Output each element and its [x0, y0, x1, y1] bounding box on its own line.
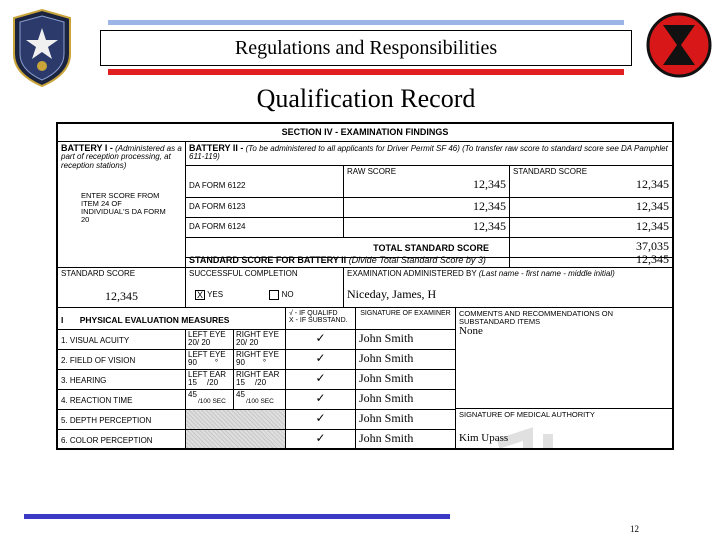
red-accent-bar [108, 69, 624, 75]
slide-title: Regulations and Responsibilities [100, 30, 632, 66]
hearing-left-unit: /20 [206, 378, 219, 388]
field-examiner: John Smith [356, 350, 456, 370]
physical-section-title: PHYSICAL EVALUATION MEASURES [79, 315, 230, 325]
battery2-standard-note: (Divide Total Standard Score by 3) [348, 255, 486, 265]
no-label: NO [281, 290, 294, 300]
standard-score-header: STANDARD SCORE [513, 167, 588, 176]
field-right-label: RIGHT EYE [236, 350, 279, 359]
no-checkbox [269, 290, 279, 300]
color-check: ✓ [286, 430, 356, 450]
reaction-examiner: John Smith [356, 390, 456, 410]
visual-left-value: 20/ 20 [188, 338, 211, 348]
visual-left-label: LEFT EYE [188, 330, 226, 339]
battery1-note: (Administered as a part of reception processing, at reception stations) [61, 144, 182, 170]
color-shaded-area [186, 430, 286, 450]
color-examiner: John Smith [356, 430, 456, 450]
depth-shaded-area [186, 410, 286, 430]
battery2-label: BATTERY II - [189, 143, 244, 153]
legend-substandard: X - IF SUBSTAND. [289, 317, 348, 325]
measure-reaction-time: 4. REACTION TIME [58, 390, 186, 410]
raw-score-header: RAW SCORE [344, 166, 510, 176]
physical-eval-header [58, 308, 286, 330]
top-accent-bar [108, 20, 624, 25]
administered-by-label: EXAMINATION ADMINISTERED BY [347, 269, 477, 278]
yes-checkbox: X [196, 290, 203, 301]
battery2-standard-value: 12,345 [510, 248, 672, 268]
hearing-right-ear [234, 370, 286, 390]
da-form-6122-label: DA FORM 6122 [186, 176, 344, 198]
total-standard-score-label: TOTAL STANDARD SCORE [186, 238, 510, 258]
battery1-label: BATTERY I - [61, 143, 113, 153]
medical-authority-label: SIGNATURE OF MEDICAL AUTHORITY [459, 410, 595, 419]
medical-authority-cell [456, 408, 672, 450]
signature-examiner-header: SIGNATURE OF EXAMINER [356, 308, 456, 330]
depth-examiner: John Smith [356, 410, 456, 430]
da-form-6124-label: DA FORM 6124 [186, 218, 344, 238]
hearing-left-value: 15 [188, 378, 197, 388]
measure-hearing: 3. HEARING [58, 370, 186, 390]
field-left-unit: ° [214, 358, 219, 368]
administered-by-value: Niceday, James, H [347, 287, 437, 302]
yes-label: YES [207, 290, 224, 300]
battery2-standard-cell [186, 248, 510, 268]
qualified-legend [286, 308, 356, 330]
total-standard-score-value: 37,035 [510, 238, 672, 258]
standard-score-label: STANDARD SCORE [61, 269, 136, 278]
field-check: ✓ [286, 350, 356, 370]
standard-score-cell [58, 268, 186, 308]
hourglass-patch-icon [646, 12, 712, 78]
administered-by-cell [344, 268, 672, 308]
legend-qualified: √ - IF QUALIFD [289, 310, 338, 317]
reaction-check: ✓ [286, 390, 356, 410]
battery2-note: (To be administered to all applicants for Driver Permit SF 46) (To transfer raw score to standard score see DA Pamphlet 611-119) [189, 144, 668, 162]
field-right-unit: ° [262, 358, 267, 368]
battery2-header [186, 142, 672, 166]
successful-completion-label: SUCCESSFUL COMPLETION [189, 269, 298, 278]
hearing-left-ear [186, 370, 234, 390]
reaction-right-unit: /100 SEC [246, 398, 274, 406]
reaction-right-value: 45 [236, 390, 245, 399]
da-form-6123-raw: 12,345 [344, 198, 510, 218]
slide-subtitle: Qualification Record [256, 84, 476, 113]
section-header: SECTION IV - EXAMINATION FINDINGS [58, 124, 672, 142]
hearing-right-value: 15 [236, 378, 245, 388]
da-form-6122-standard: 12,345 [510, 176, 672, 198]
da-form-6124-standard: 12,345 [510, 218, 672, 238]
reaction-left-value: 45 [188, 390, 197, 399]
hearing-examiner: John Smith [356, 370, 456, 390]
da-form-6123-standard: 12,345 [510, 198, 672, 218]
measure-field-of-vision: 2. FIELD OF VISION [58, 350, 186, 370]
visual-right-label: RIGHT EYE [236, 330, 279, 339]
hearing-right-label: RIGHT EAR [236, 370, 280, 379]
comments-value: None [459, 324, 483, 337]
measure-color-perception: 6. COLOR PERCEPTION [58, 430, 186, 450]
hearing-check: ✓ [286, 370, 356, 390]
reaction-left-unit: /100 SEC [198, 398, 226, 406]
field-right-eye [234, 350, 286, 370]
visual-right-eye [234, 330, 286, 350]
reaction-right [234, 390, 286, 410]
da-form-6122-raw: 12,345 [344, 176, 510, 198]
hearing-right-unit: /20 [254, 378, 267, 388]
measure-depth-perception: 5. DEPTH PERCEPTION [58, 410, 186, 430]
visual-examiner: John Smith [356, 330, 456, 350]
unit-emblem-left [10, 8, 74, 88]
depth-check: ✓ [286, 410, 356, 430]
da-form-6124-raw: 12,345 [344, 218, 510, 238]
qualification-record-form [56, 122, 674, 450]
administered-by-note: (Last name - first name - middle initial) [478, 269, 615, 278]
measure-visual-acuity: 1. VISUAL ACUITY [58, 330, 186, 350]
medical-authority-value: Kim Upass [459, 431, 509, 444]
bottom-accent-bar [24, 514, 450, 519]
comments-cell [456, 308, 672, 408]
battery1-cell [58, 142, 186, 268]
standard-score-value: 12,345 [105, 289, 138, 304]
page-number: 12 [630, 524, 639, 534]
comments-header: COMMENTS AND RECOMMENDATIONS ON SUBSTANDARD ITEMS [459, 309, 614, 326]
visual-right-value: 20/ 20 [236, 338, 259, 348]
da-form-6123-label: DA FORM 6123 [186, 198, 344, 218]
battery2-standard-label: STANDARD SCORE FOR BATTERY II [189, 255, 347, 265]
field-left-label: LEFT EYE [188, 350, 226, 359]
visual-check: ✓ [286, 330, 356, 350]
hearing-left-label: LEFT EAR [188, 370, 227, 379]
reaction-left [186, 390, 234, 410]
visual-left-eye [186, 330, 234, 350]
field-right-value: 90 [236, 358, 245, 368]
field-left-value: 90 [188, 358, 197, 368]
successful-completion-cell [186, 268, 344, 308]
physical-section-num: I [61, 315, 64, 325]
field-left-eye [186, 350, 234, 370]
enter-score-note: ENTER SCORE FROM ITEM 24 OF INDIVIDUAL'S DA FORM 20 [81, 191, 166, 224]
